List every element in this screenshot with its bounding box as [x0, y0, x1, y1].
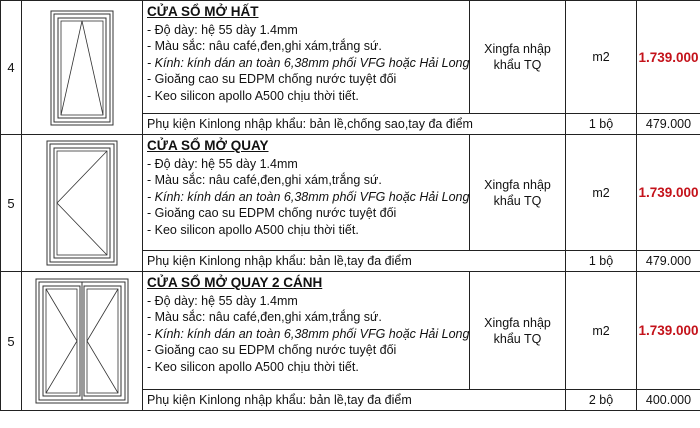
brand-line: Xingfa nhập	[484, 42, 551, 56]
brand-line: Xingfa nhập	[484, 177, 551, 192]
accessory-price: 479.000	[637, 251, 700, 272]
row-number: 5	[1, 135, 22, 272]
spec-line: - Kính: kính dán an toàn 6,38mm phối VFG hoặc Hải Long	[147, 55, 470, 70]
accessory-price: 400.000	[637, 390, 700, 411]
brand-line: khẩu TQ	[493, 193, 542, 208]
product-image	[22, 135, 143, 272]
spec-line: - Màu sắc: nâu café,đen,ghi xám,trắng sứ.	[147, 310, 382, 324]
spec-line: - Gioăng cao su EDPM chống nước tuyệt đối	[147, 72, 397, 86]
accessory-label: Phụ kiện Kinlong nhập khẩu: bản lề,tay đa điểm	[143, 390, 566, 411]
brand-line: Xingfa nhập	[484, 315, 551, 330]
spec-line: - Kính: kính dán an toàn 6,38mm phối VFG hoặc Hải Long	[147, 189, 470, 204]
spec-line: - Độ dày: hệ 55 dày 1.4mm	[147, 22, 298, 37]
accessory-label: Phụ kiện Kinlong nhập khẩu: bản lề,chống sao,tay đa điểm	[143, 114, 566, 135]
product-image	[22, 1, 143, 135]
accessory-label: Phụ kiện Kinlong nhập khẩu: bản lề,tay đa điểm	[143, 251, 566, 272]
spec-line: - Độ dày: hệ 55 dày 1.4mm	[147, 156, 298, 171]
row-number: 5	[1, 272, 22, 411]
price-cell: 1.739.000	[637, 135, 700, 251]
side-hung-window-icon	[46, 140, 118, 266]
product-description	[143, 1, 470, 114]
top-hung-window-icon	[50, 10, 114, 126]
brand-cell	[470, 272, 566, 390]
brand-line: khẩu TQ	[493, 58, 542, 72]
product-title: CỬA SỔ MỞ QUAY 2 CÁNH	[147, 275, 323, 290]
product-row	[1, 135, 700, 251]
accessory-qty: 2 bộ	[566, 390, 637, 411]
price-cell: 1.739.000	[637, 272, 700, 390]
spec-line: - Keo silicon apollo A500 chịu thời tiết.	[147, 88, 359, 103]
spec-line: - Keo silicon apollo A500 chịu thời tiết.	[147, 359, 359, 374]
product-image	[22, 272, 143, 411]
accessory-qty: 1 bộ	[566, 251, 637, 272]
spec-line: - Màu sắc: nâu café,đen,ghi xám,trắng sứ.	[147, 39, 382, 53]
price-cell: 1.739.000	[637, 1, 700, 114]
product-description	[143, 272, 470, 390]
product-description	[143, 135, 470, 251]
product-title: CỬA SỔ MỞ HẤT	[147, 4, 259, 19]
brand-cell	[470, 1, 566, 114]
accessory-price: 479.000	[637, 114, 700, 135]
spec-line: - Màu sắc: nâu café,đen,ghi xám,trắng sứ.	[147, 173, 382, 187]
product-title: CỬA SỔ MỞ QUAY	[147, 138, 269, 153]
spec-line: - Gioăng cao su EDPM chống nước tuyệt đối	[147, 343, 397, 357]
spec-line: - Keo silicon apollo A500 chịu thời tiết.	[147, 222, 359, 237]
unit-cell: m2	[566, 272, 637, 390]
product-row	[1, 1, 700, 114]
double-casement-window-icon	[35, 278, 129, 404]
row-number: 4	[1, 1, 22, 135]
brand-cell	[470, 135, 566, 251]
accessory-qty: 1 bộ	[566, 114, 637, 135]
spec-line: - Gioăng cao su EDPM chống nước tuyệt đối	[147, 206, 397, 220]
brand-line: khẩu TQ	[493, 331, 542, 346]
unit-cell: m2	[566, 135, 637, 251]
spec-line: - Kính: kính dán an toàn 6,38mm phối VFG hoặc Hải Long	[147, 326, 470, 341]
unit-cell: m2	[566, 1, 637, 114]
spec-line: - Độ dày: hệ 55 dày 1.4mm	[147, 293, 298, 308]
product-row	[1, 272, 700, 390]
